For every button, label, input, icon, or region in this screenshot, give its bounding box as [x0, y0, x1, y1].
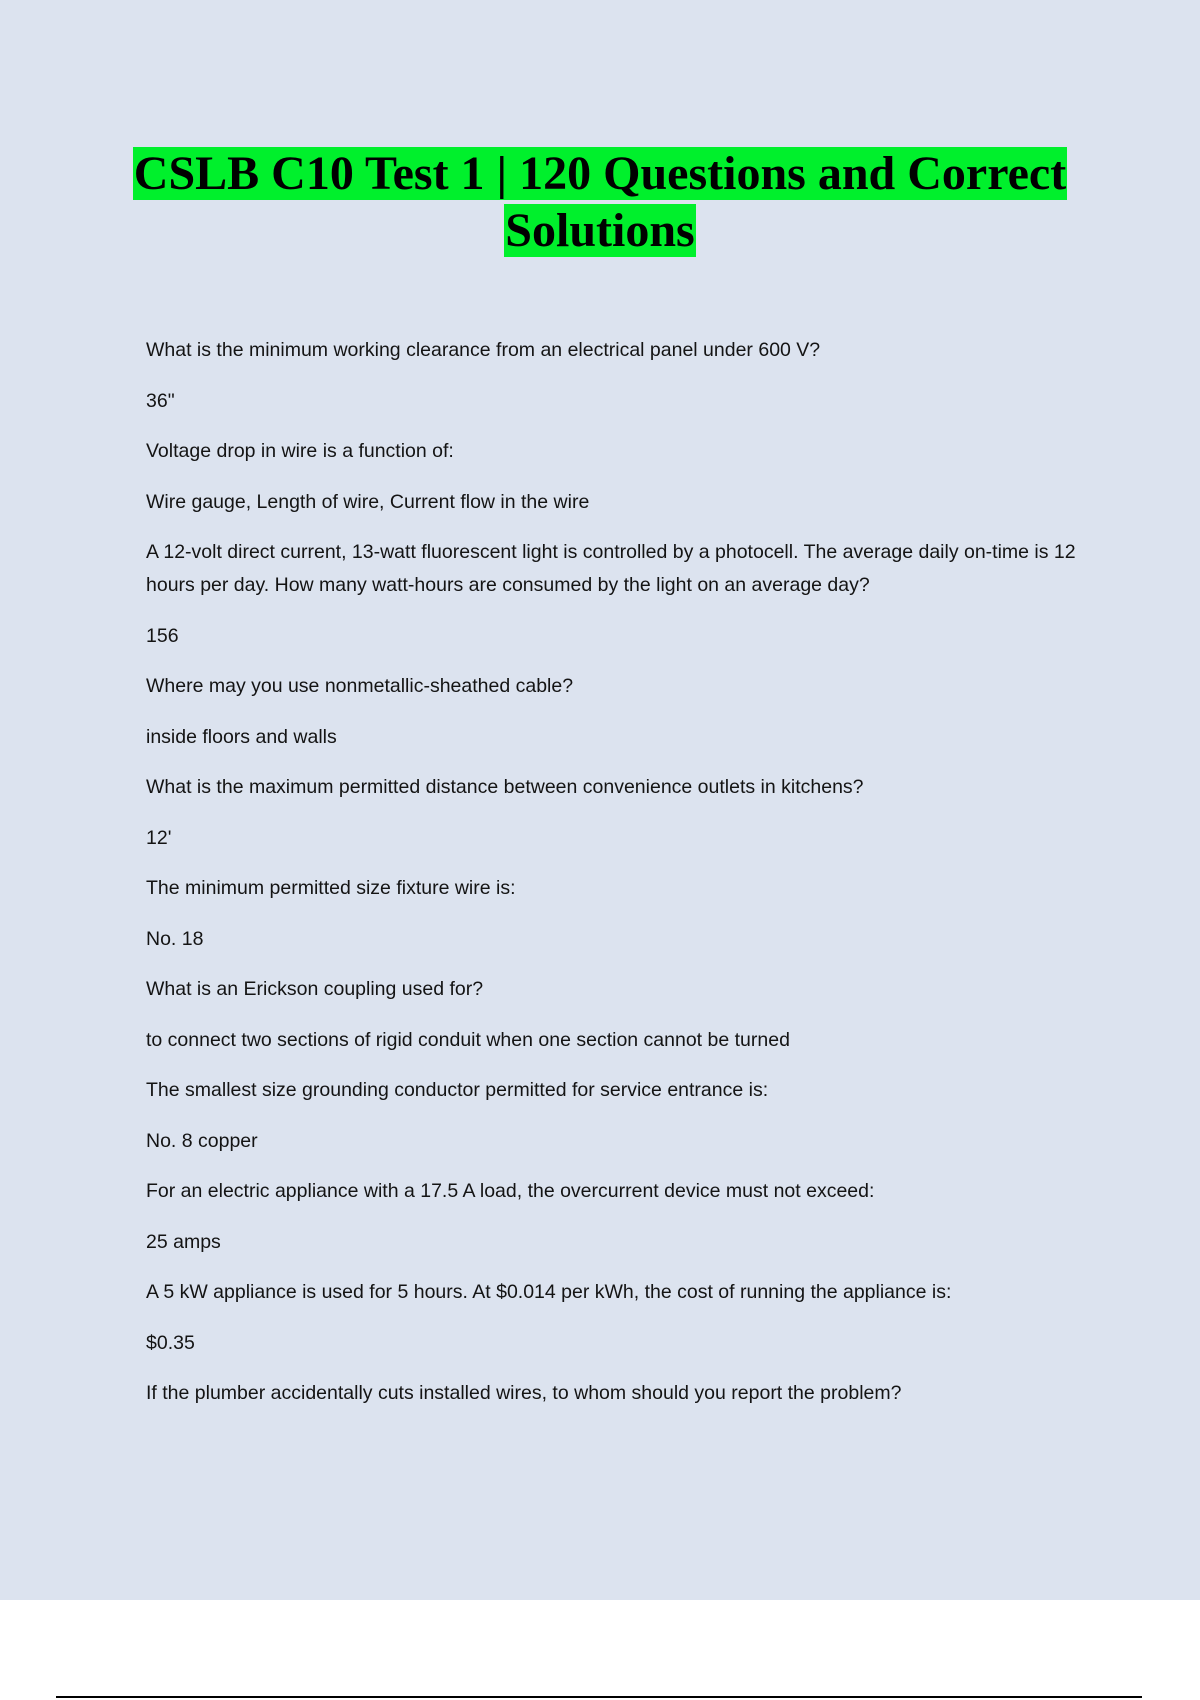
answer-8: No. 8 copper: [146, 1129, 258, 1152]
question-11: If the plumber accidentally cuts installed wires, to whom should you report the problem?: [146, 1382, 902, 1404]
answer-7: to connect two sections of rigid conduit when one section cannot be turned: [146, 1028, 790, 1051]
footer-rule: [56, 1696, 1142, 1698]
question-7: What is an Erickson coupling used for?: [146, 978, 484, 1000]
question-5: What is the maximum permitted distance between convenience outlets in kitchens?: [146, 776, 864, 798]
question-10: A 5 kW appliance is used for 5 hours. At $0.014 per kWh, the cost of running the appliance is:: [146, 1281, 952, 1303]
question-9: For an electric appliance with a 17.5 A load, the overcurrent device must not exceed:: [146, 1180, 875, 1202]
answer-10: $0.35: [146, 1331, 195, 1354]
answer-2: Wire gauge, Length of wire, Current flow in the wire: [146, 490, 590, 513]
answer-4: inside floors and walls: [146, 725, 337, 748]
title-line-2: [100, 202, 1100, 259]
question-6: The minimum permitted size fixture wire is:: [146, 877, 516, 899]
question-4: Where may you use nonmetallic-sheathed cable?: [146, 675, 574, 697]
title-line-2-text: Solutions: [505, 204, 695, 257]
answer-9: 25 amps: [146, 1230, 221, 1253]
question-8: The smallest size grounding conductor permitted for service entrance is:: [146, 1079, 769, 1101]
title-line-1: [100, 145, 1100, 202]
question-1: What is the minimum working clearance from an electrical panel under 600 V?: [146, 339, 821, 361]
answer-6: No. 18: [146, 927, 204, 950]
answer-1: 36": [146, 389, 175, 412]
answer-5: 12': [146, 826, 172, 849]
answer-3: 156: [146, 624, 179, 647]
document-body: [146, 334, 1091, 1428]
question-2: Voltage drop in wire is a function of:: [146, 440, 454, 462]
title-line-1-text: CSLB C10 Test 1 | 120 Questions and Correct: [133, 147, 1067, 200]
question-3: A 12-volt direct current, 13-watt fluorescent light is controlled by a photocell. The average daily on-time is 12 hours per day. How many watt-hours are consumed by the light on an average day?: [146, 541, 1076, 596]
document-title: [100, 145, 1100, 259]
